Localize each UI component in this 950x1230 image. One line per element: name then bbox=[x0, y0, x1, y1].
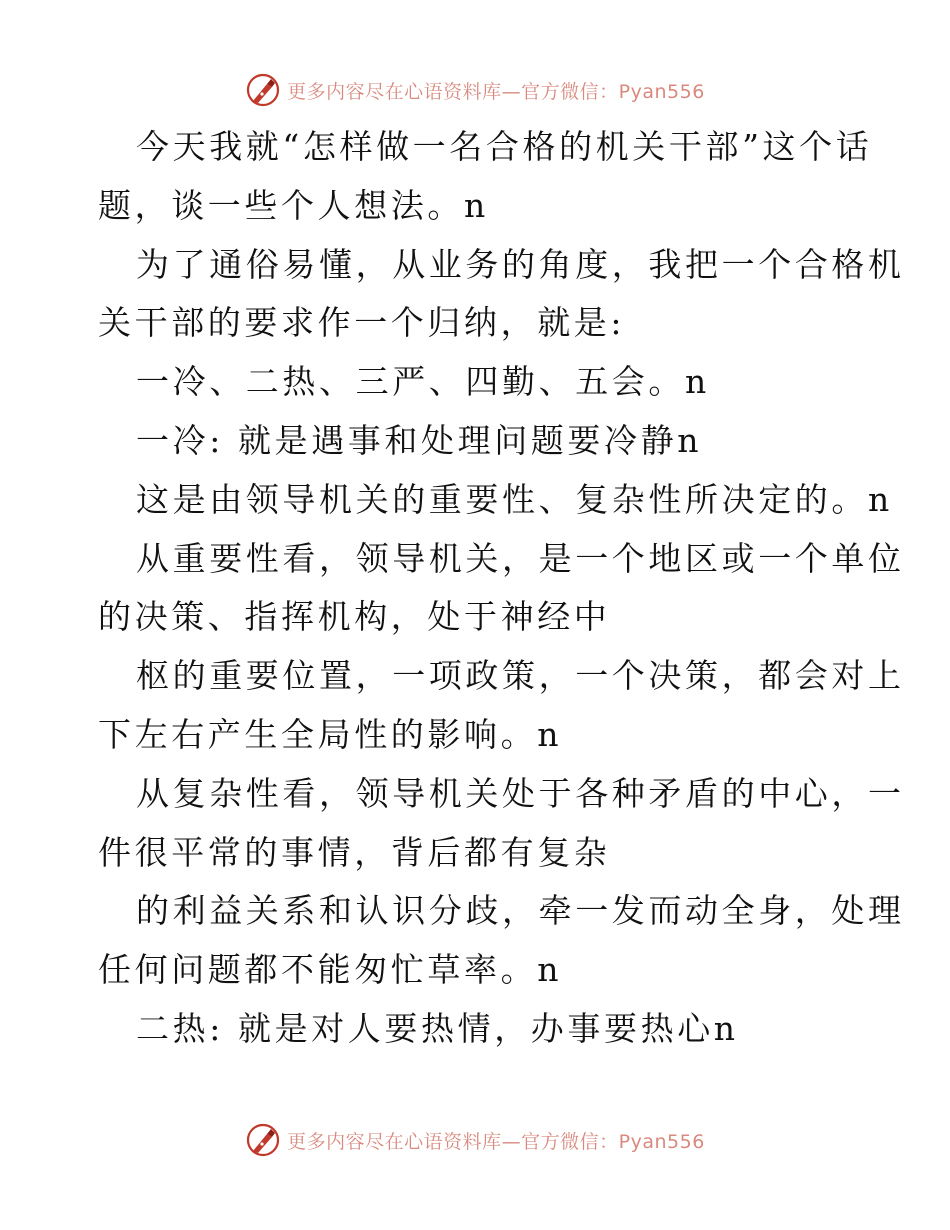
text-line: 从重要性看，领导机关，是一个地区或一个单位 bbox=[136, 538, 905, 578]
text-line: 关干部的要求作一个归纳，就是: bbox=[98, 303, 626, 343]
pen-nib-logo-icon bbox=[245, 1122, 281, 1158]
text-line: 一冷: 就是遇事和处理问题要冷静n bbox=[136, 420, 703, 460]
text-line: 下左右产生全局性的影响。n bbox=[98, 714, 563, 754]
pen-nib-logo-icon bbox=[245, 72, 281, 108]
watermark-text: 更多内容尽在心语资料库—官方微信：Pyan556 bbox=[287, 80, 705, 103]
document-body bbox=[98, 118, 905, 1059]
text-line: 这是由领导机关的重要性、复杂性所决定的。n bbox=[136, 479, 893, 519]
text-line: 任何问题都不能匆忙草率。n bbox=[98, 950, 563, 990]
header-watermark bbox=[0, 70, 950, 110]
text-line: 枢的重要位置，一项政策，一个决策，都会对上 bbox=[136, 656, 905, 696]
text-line: 的利益关系和认识分歧，牵一发而动全身，处理 bbox=[136, 891, 905, 931]
text-line: 从复杂性看，领导机关处于各种矛盾的中心，一 bbox=[136, 773, 905, 813]
text-line: 一冷、二热、三严、四勤、五会。n bbox=[136, 362, 710, 402]
text-line: 题，谈一些个人想法。n bbox=[98, 185, 489, 225]
text-line: 为了通俗易懂，从业务的角度，我把一个合格机 bbox=[136, 244, 905, 284]
text-line: 二热: 就是对人要热情，办事要热心n bbox=[136, 1008, 739, 1048]
text-line: 的决策、指挥机构，处于神经中 bbox=[98, 597, 611, 637]
text-line: 今天我就“怎样做一名合格的机关干部”这个话 bbox=[136, 127, 873, 166]
text-line: 件很平常的事情，背后都有复杂 bbox=[98, 832, 611, 872]
watermark-text: 更多内容尽在心语资料库—官方微信：Pyan556 bbox=[287, 1130, 705, 1153]
footer-watermark bbox=[0, 1120, 950, 1160]
